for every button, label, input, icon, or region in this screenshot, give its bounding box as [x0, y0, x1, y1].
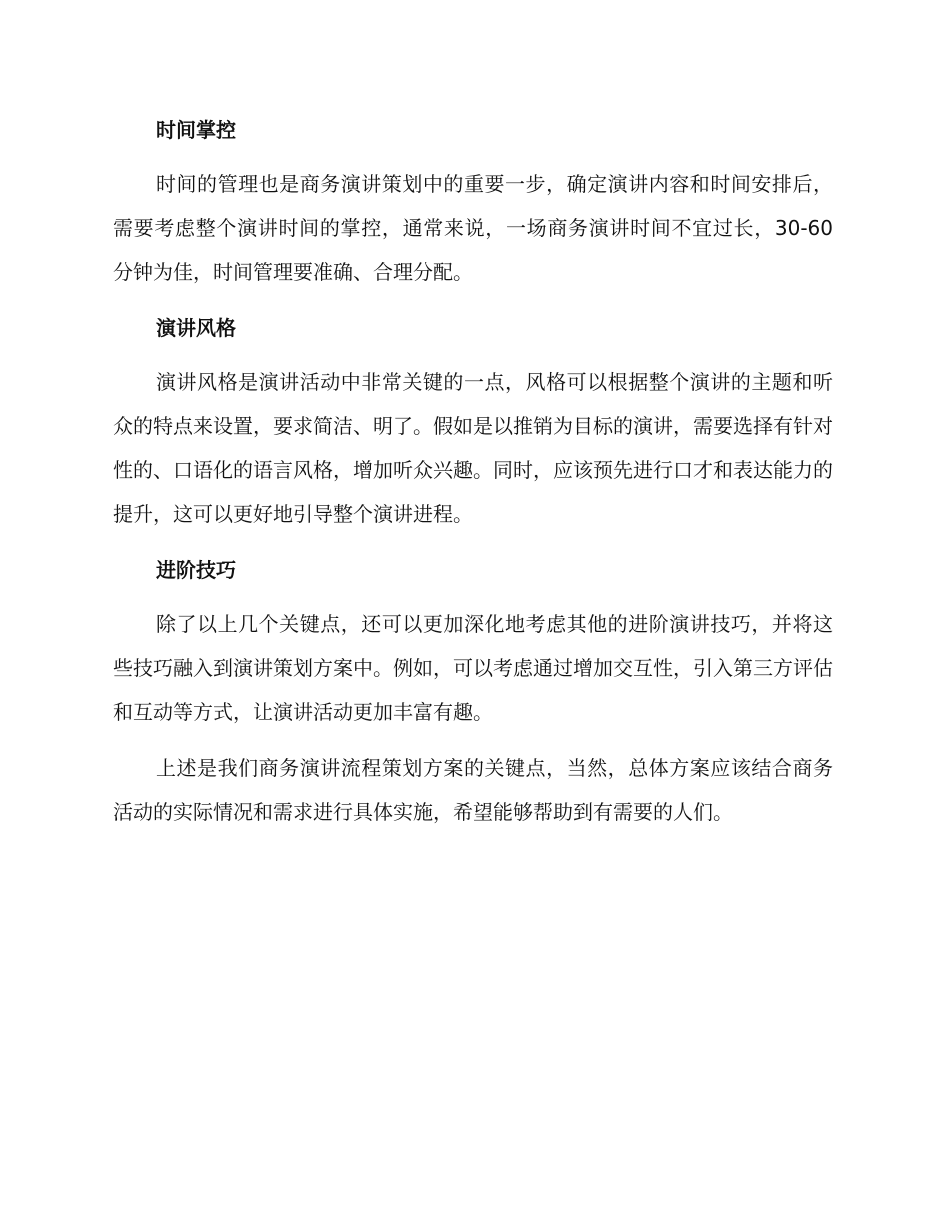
section-paragraph-time-control: 时间的管理也是商务演讲策划中的重要一步，确定演讲内容和时间安排后，需要考虑整个演讲时间的掌控，通常来说，一场商务演讲时间不宜过长，30-60 分钟为佳，时间管理要准确、合理分配。 — [113, 172, 833, 284]
section-heading-speech-style: 演讲风格 — [156, 316, 236, 340]
closing-paragraph: 上述是我们商务演讲流程策划方案的关键点，当然，总体方案应该结合商务活动的实际情况和需求进行具体实施，希望能够帮助到有需要的人们。 — [113, 756, 833, 824]
section-paragraph-speech-style: 演讲风格是演讲活动中非常关键的一点，风格可以根据整个演讲的主题和听众的特点来设置，要求简洁、明了。假如是以推销为目标的演讲，需要选择有针对性的、口语化的语言风格，增加听众兴趣。同时，应该预先进行口才和表达能力的提升，这可以更好地引导整个演讲进程。 — [113, 370, 833, 526]
section-paragraph-advanced-skills: 除了以上几个关键点，还可以更加深化地考虑其他的进阶演讲技巧，并将这些技巧融入到演讲策划方案中。例如，可以考虑通过增加交互性，引入第三方评估和互动等方式，让演讲活动更加丰富有趣。 — [113, 612, 833, 724]
section-heading-time-control: 时间掌控 — [156, 118, 236, 142]
document-body — [113, 108, 833, 846]
section-heading-advanced-skills: 进阶技巧 — [156, 558, 236, 582]
